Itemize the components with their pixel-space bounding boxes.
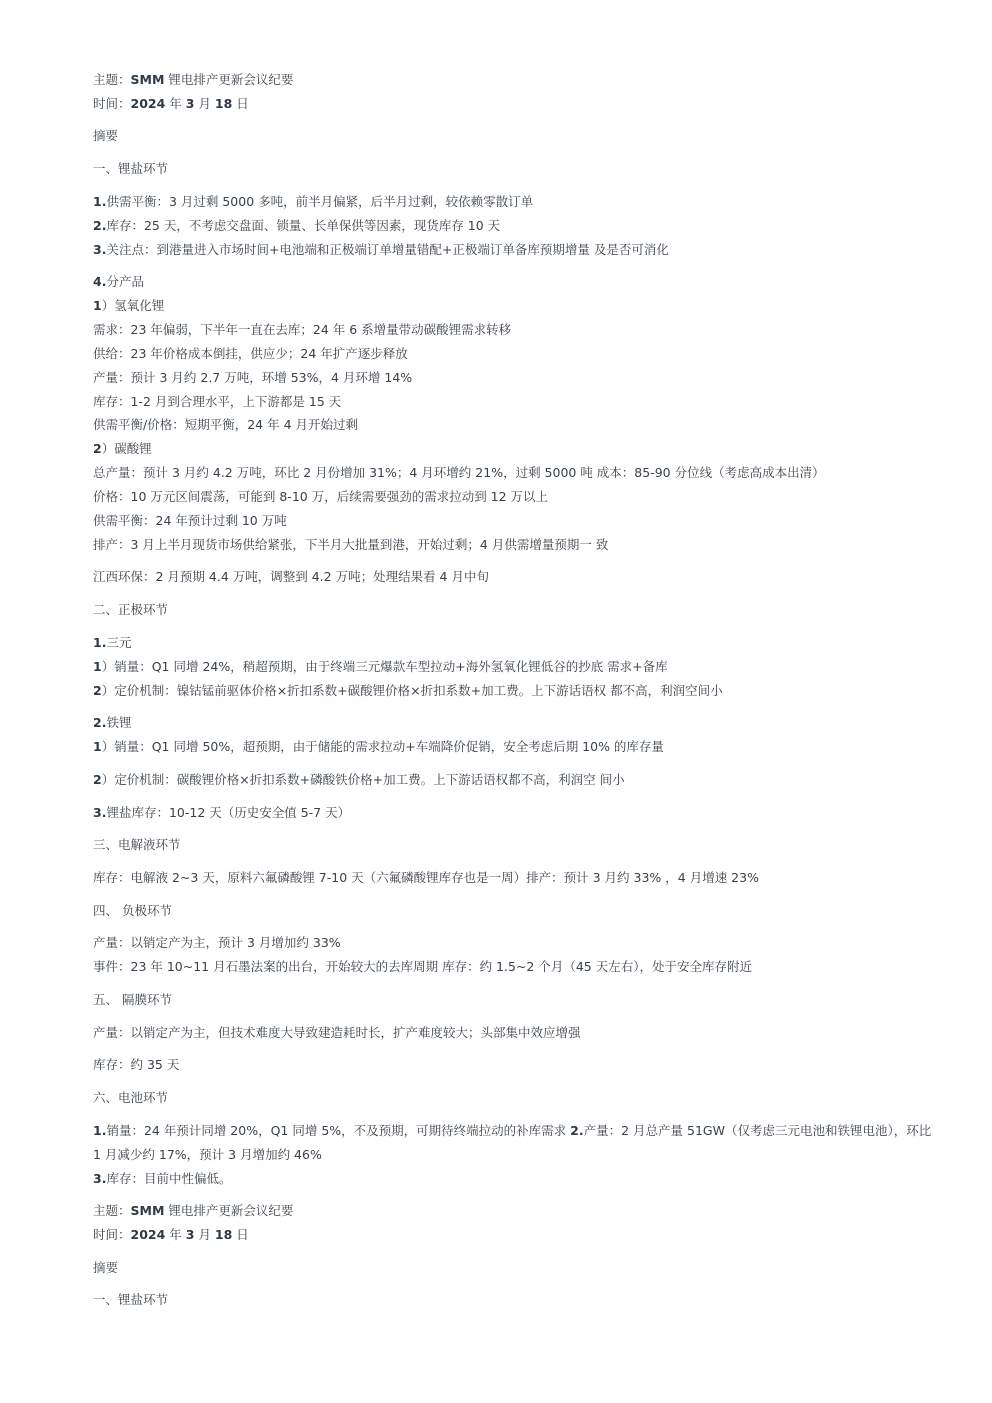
text-line (93, 959, 752, 975)
text-run: ）定价机制：镍钴锰前驱体价格×折扣系数+碳酸锂价格×折扣系数+加工费。上下游话语权 都不高，利润空间小 (101, 683, 723, 698)
bold-text: 2024 (130, 96, 166, 111)
text-line (93, 298, 164, 314)
text-line (93, 683, 723, 699)
bold-text: 2024 (130, 1227, 166, 1242)
text-line (93, 739, 664, 755)
text-run: 库存：1-2 月到合理水平，上下游都是 15 天 (93, 394, 342, 409)
text-run: 五、 隔膜环节 (93, 992, 172, 1007)
text-line (93, 1292, 168, 1308)
text-line (93, 194, 533, 210)
text-run: 价格：10 万元区间震荡，可能到 8-10 万，后续需要强劲的需求拉动到 12 万以上 (93, 489, 549, 504)
text-line (93, 1025, 581, 1041)
text-run: 摘要 (93, 128, 119, 143)
text-line (93, 441, 152, 457)
text-line (93, 72, 293, 88)
bold-text: 18 (214, 1227, 233, 1242)
text-line (93, 370, 412, 386)
bold-text: 1 (93, 298, 102, 313)
bold-text: 1 (93, 659, 102, 674)
text-run: 供需平衡/价格：短期平衡，24 年 4 月开始过剩 (93, 417, 358, 432)
text-run: 铁锂 (106, 715, 132, 730)
text-run: 产量：以销定产为主，预计 3 月增加约 33% (93, 935, 341, 950)
text-line (93, 805, 350, 821)
text-line (93, 772, 625, 788)
text-run: 产量：以销定产为主，但技术难度大导致建造耗时长，扩产难度较大；头部集中效应增强 (93, 1025, 581, 1040)
text-run: 月 (194, 96, 215, 111)
text-run: 锂电排产更新会议纪要 (164, 72, 294, 87)
text-run: 事件：23 年 10~11 月石墨法案的出台，开始较大的去库周期 库存：约 1.5~2 个月（45 天左右），处于安全库存附近 (93, 959, 752, 974)
text-run: 三元 (106, 635, 132, 650)
text-run: ）碳酸锂 (101, 441, 152, 456)
text-run: 锂盐库存：10-12 天（历史安全值 5-7 天） (106, 805, 351, 820)
text-line (93, 489, 548, 505)
text-line (93, 394, 341, 410)
text-line (93, 903, 172, 919)
text-run: 产量：预计 3 月约 2.7 万吨，环增 53%，4 月环增 14% (93, 370, 413, 385)
text-run: 关注点：到港量进入市场时间+电池端和正极端订单增量错配+正极端订单备库预期增量 及是否可消化 (106, 242, 669, 257)
text-line (93, 1090, 168, 1106)
text-line (93, 96, 249, 112)
text-run: 一、锂盐环节 (93, 161, 169, 176)
text-line (93, 602, 168, 618)
bold-text: 18 (214, 96, 233, 111)
text-line (93, 935, 341, 951)
text-run: 月 (194, 1227, 215, 1242)
text-run: 年 (165, 96, 186, 111)
text-run: 锂电排产更新会议纪要 (164, 1203, 294, 1218)
text-run: 二、正极环节 (93, 602, 169, 617)
text-line (93, 128, 118, 144)
bold-text: 1 (93, 739, 102, 754)
text-run: ）氢氧化锂 (101, 298, 165, 313)
bold-text: 3 (185, 1227, 195, 1242)
text-line (93, 346, 408, 362)
text-line (93, 161, 168, 177)
text-line (93, 569, 489, 585)
text-run: 六、电池环节 (93, 1090, 169, 1105)
bold-text: SMM (130, 72, 165, 87)
text-run: 供需平衡：24 年预计过剩 10 万吨 (93, 513, 287, 528)
bold-text: 2. (93, 218, 107, 233)
text-line (93, 992, 172, 1008)
text-line (93, 465, 825, 481)
text-line (93, 1119, 938, 1167)
bold-text: 2 (93, 683, 102, 698)
text-line (93, 715, 131, 731)
text-run: 时间： (93, 1227, 131, 1242)
text-run: 四、 负极环节 (93, 903, 172, 918)
text-run: 供给：23 年价格成本倒挂，供应少；24 年扩产逐步释放 (93, 346, 408, 361)
text-line (93, 242, 669, 258)
text-line (93, 1203, 293, 1219)
text-run: 时间： (93, 96, 131, 111)
text-run: 摘要 (93, 1260, 119, 1275)
text-run: 需求：23 年偏弱，下半年一直在去库；24 年 6 系增量带动碳酸锂需求转移 (93, 322, 512, 337)
text-line (93, 1171, 231, 1187)
text-line (93, 274, 144, 290)
text-line (93, 322, 511, 338)
text-run: 一、锂盐环节 (93, 1292, 169, 1307)
text-run: 年 (165, 1227, 186, 1242)
bold-text: 2 (93, 441, 102, 456)
bold-text: 3. (93, 805, 107, 820)
text-run: 库存：约 35 天 (93, 1057, 180, 1072)
bold-text: SMM (130, 1203, 165, 1218)
text-line (93, 1227, 249, 1243)
bold-text: 2 (93, 772, 102, 787)
text-run: ）定价机制：碳酸锂价格×折扣系数+磷酸铁价格+加工费。上下游话语权都不高，利润空 间小 (101, 772, 625, 787)
bold-text: 2. (570, 1123, 584, 1138)
text-run: 总产量：预计 3 月约 4.2 万吨，环比 2 月份增加 31%；4 月环增约 21%，过剩 5000 吨 成本：85-90 分位线（考虑高成本出清） (93, 465, 825, 480)
text-run: ）销量：Q1 同增 50%，超预期，由于储能的需求拉动+车端降价促销，安全考虑后期 10% 的库存量 (101, 739, 664, 754)
text-line (93, 1057, 179, 1073)
text-run: 日 (232, 1227, 249, 1242)
text-line (93, 659, 668, 675)
text-line (93, 513, 287, 529)
text-line (93, 218, 500, 234)
bold-text: 1. (93, 635, 107, 650)
text-run: 江西环保：2 月预期 4.4 万吨，调整到 4.2 万吨；处理结果看 4 月中旬 (93, 569, 489, 584)
text-run: 库存：电解液 2~3 天，原料六氟磷酸锂 7-10 天（六氟磷酸锂库存也是一周）排产：预计 3 月约 33% ，4 月增速 23% (93, 870, 759, 885)
text-run: 排产：3 月上半月现货市场供给紧张，下半月大批量到港，开始过剩；4 月供需增量预期一 致 (93, 537, 609, 552)
bold-text: 4. (93, 274, 107, 289)
text-line (93, 870, 759, 886)
text-run: 产量：2 月总产量 51GW（仅考虑三元电池和铁锂电池），环比 1 月减少约 17%，预计 3 月增加约 46% (93, 1123, 932, 1162)
text-run: ）销量：Q1 同增 24%，稍超预期，由于终端三元爆款车型拉动+海外氢氧化锂低谷的抄底 需求+备库 (101, 659, 668, 674)
text-run: 三、电解液环节 (93, 837, 181, 852)
text-run: 主题： (93, 72, 131, 87)
text-run: 库存：25 天，不考虑交盘面、锁量、长单保供等因素，现货库存 10 天 (106, 218, 501, 233)
text-line (93, 417, 358, 433)
bold-text: 2. (93, 715, 107, 730)
text-run: 分产品 (106, 274, 144, 289)
bold-text: 3 (185, 96, 195, 111)
text-line (93, 1260, 118, 1276)
text-run: 供需平衡：3 月过剩 5000 多吨，前半月偏紧，后半月过剩，较依赖零散订单 (106, 194, 534, 209)
text-run: 日 (232, 96, 249, 111)
bold-text: 3. (93, 242, 107, 257)
bold-text: 1. (93, 194, 107, 209)
text-line (93, 837, 181, 853)
bold-text: 3. (93, 1171, 107, 1186)
text-run: 主题： (93, 1203, 131, 1218)
text-line (93, 537, 608, 553)
bold-text: 1. (93, 1123, 107, 1138)
text-run: 库存：目前中性偏低。 (106, 1171, 232, 1186)
text-run: 销量：24 年预计同增 20%，Q1 同增 5%，不及预期，可期待终端拉动的补库需求 (106, 1123, 571, 1138)
text-line (93, 635, 131, 651)
